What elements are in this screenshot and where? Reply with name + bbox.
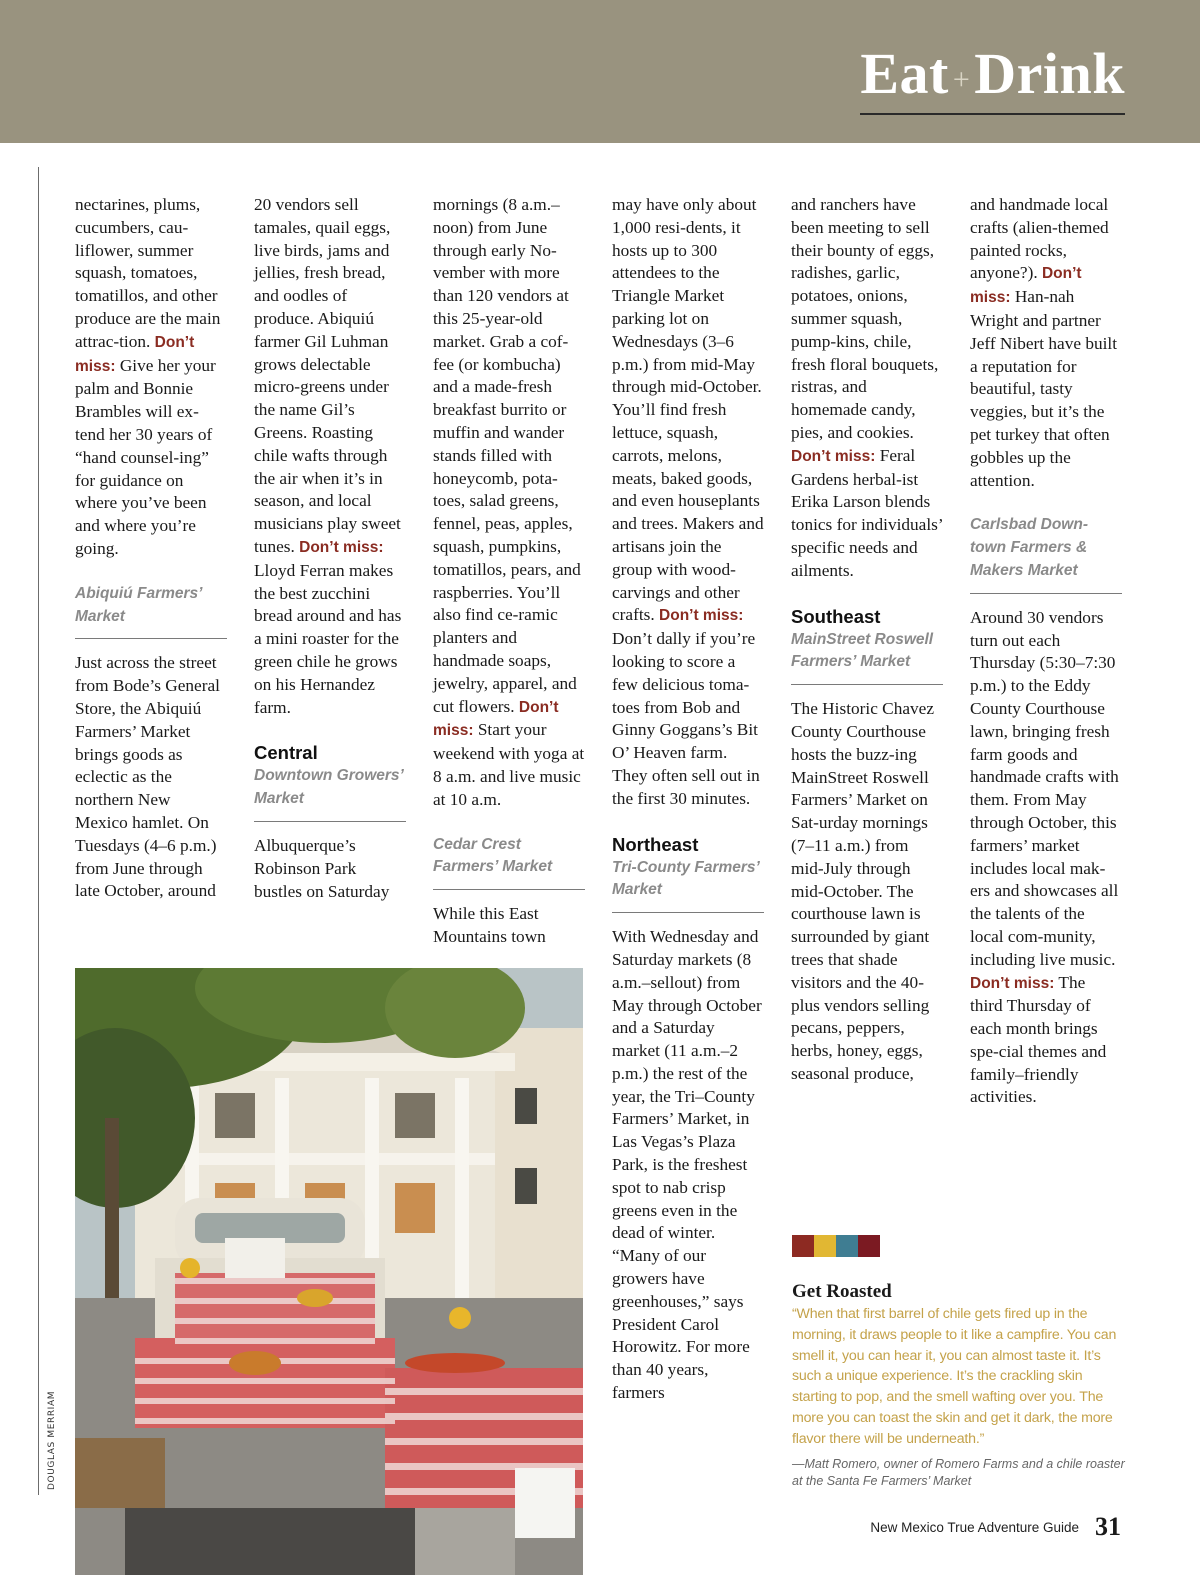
color-swatch-4 xyxy=(858,1235,880,1257)
region-heading-central: Central xyxy=(254,742,318,764)
article-column-6 xyxy=(970,194,1122,1109)
body-text: Han-nah Wright and partner Jeff Nibert have built a reputation for beautiful, tasty veggies, but it’s the pet turkey that often gobbles up the attention. xyxy=(970,287,1118,490)
market-name-carlsbad: Carlsbad Down-town Farmers & Makers Market xyxy=(970,514,1122,593)
article-column-4 xyxy=(612,194,764,1405)
sidebar-attribution: —Matt Romero, owner of Romero Farms and a chile roaster at the Santa Fe Farmers’ Market xyxy=(792,1457,1125,1488)
dont-miss-label: Don’t miss: xyxy=(75,333,195,375)
paragraph xyxy=(75,194,227,561)
article-column-1 xyxy=(75,194,227,903)
sidebar-title: Get Roasted xyxy=(792,1281,892,1302)
color-swatch-1 xyxy=(792,1235,814,1257)
color-swatch-3 xyxy=(836,1235,858,1257)
article-column-3 xyxy=(433,194,585,949)
body-text: and handmade local crafts (alien-themed painted rocks, anyone?). xyxy=(970,195,1109,283)
dont-miss-label: Don’t miss: xyxy=(791,447,876,465)
market-name-tri-county: Tri-County Farmers’ Market xyxy=(612,857,764,914)
page-number: 31 xyxy=(1095,1512,1121,1541)
section-title-plus: + xyxy=(952,62,971,96)
paragraph: The Historic Chavez County Courthouse hosts the buzz-ing MainStreet Roswell Farmers’ Market on Sat-urday mornings (7–11 a.m.) from mid-July through mid-October. The courthouse lawn is surrounded by giant trees that shade visitors and the 40-plus vendors selling pecans, peppers, herbs, honey, eggs, seasonal produce, xyxy=(791,699,935,1083)
section-title xyxy=(860,41,1125,115)
paragraph: Just across the street from Bode’s General Store, the Abiquiú Farmers’ Market brings goods as eclectic as the northern New Mexico hamlet. On Tuesdays (4–6 p.m.) from June through late October, around xyxy=(75,653,220,901)
body-text: 20 vendors sell tamales, quail eggs, live birds, jams and jellies, fresh bread, and oodles of produce. Abiquiú farmer Gil Luhman grows delectable micro-greens under the name Gil’s Greens. Roasting chile wafts through the air when it’s in season, and local musicians play sweet tunes. xyxy=(254,195,401,556)
body-text: and ranchers have been meeting to sell their bounty of eggs, radishes, garlic, potatoes, onions, summer squash, pump-kins, chile, fresh floral bouquets, ristras, and homemade candy, pies, and cookies. xyxy=(791,195,939,442)
photo-credit: DOUGLAS MERRIAM xyxy=(47,1390,57,1490)
paragraph xyxy=(612,194,764,811)
paragraph: Albuquerque’s Robinson Park bustles on Saturday xyxy=(254,835,390,901)
sidebar-quote: “When that first barrel of chile gets fired up in the morning, it draws people to it like a campfire. You can smell it, you can hear it, you can almost taste it. It’s such a unique experience. It’s the crackling skin starting to pop, and the smell wafting over you. The more you can toast the skin and get it dark, the more flavor there will be underneath.” xyxy=(792,1306,1117,1447)
body-text: nectarines, plums, cucumbers, cau-liflower, summer squash, tomatoes, tomatillos, and other produce are the main attrac-tion. xyxy=(75,195,221,351)
color-swatch-2 xyxy=(814,1235,836,1257)
market-name-cedar-crest: Cedar Crest Farmers’ Market xyxy=(433,834,585,891)
paragraph xyxy=(970,607,1122,1110)
body-text: Give her your palm and Bonnie Brambles will ex-tend her 30 years of “hand counsel-ing” for guidance on where you’ve been and where you’re going. xyxy=(75,355,216,558)
footer-guide-name: New Mexico True Adventure Guide xyxy=(870,1520,1079,1535)
dont-miss-label: Don’t miss: xyxy=(970,265,1082,307)
body-text: The third Thursday of each month brings spe-cial themes and family–friendly activities. xyxy=(970,972,1107,1107)
body-text: Start your weekend with yoga at 8 a.m. and live music at 10 a.m. xyxy=(433,720,585,809)
article-column-5 xyxy=(791,194,943,1086)
article-column-2 xyxy=(254,194,406,903)
section-title-drink: Drink xyxy=(974,41,1125,106)
dont-miss-label: Don’t miss: xyxy=(659,607,744,625)
color-bar-strip xyxy=(792,1235,880,1257)
market-name-downtown-growers: Downtown Growers’ Market xyxy=(254,765,406,822)
paragraph xyxy=(254,194,406,719)
paragraph xyxy=(970,194,1122,492)
body-text: Don’t dally if you’re looking to score a few delicious toma-toes from Bob and Ginny Goggans’s Bit O’ Heaven farm. They often sell out in the first 30 minutes. xyxy=(612,629,760,808)
body-text: may have only about 1,000 resi-dents, it hosts up to 300 attendees to the Triangle Market parking lot on Wednesdays (3–6 p.m.) from mid-May through mid-October. You’ll find fresh lettuce, squash, carrots, melons, meats, baked goods, and even houseplants and trees. Makers and artisans join the group with wood-carvings and other crafts. xyxy=(612,195,764,625)
paragraph: While this East Mountains town xyxy=(433,904,546,946)
body-text: Lloyd Ferran makes the best zucchini bread around and has a mini roaster for the green chile he grows on his Hernandez farm. xyxy=(254,560,402,717)
paragraph xyxy=(433,194,585,812)
paragraph: With Wednesday and Saturday markets (8 a.m.–sellout) from May through October and a Saturday market (11 a.m.–2 p.m.) the rest of the year, the Tri–County Farmers’ Market, in Las Vegas’s Plaza Park, is the freshest spot to nab crisp greens even in the dead of winter. “Many of our growers have greenhouses,” says President Carol Horowitz. For more than 40 years, farmers xyxy=(612,927,762,1403)
dont-miss-label: Don’t miss: xyxy=(299,538,384,556)
market-name-abiquiu: Abiquiú Farmers’ Market xyxy=(75,583,227,640)
market-name-mainstreet-roswell: MainStreet Roswell Farmers’ Market xyxy=(791,629,943,686)
paragraph xyxy=(791,194,943,583)
left-margin-rule xyxy=(38,167,39,1495)
body-text: mornings (8 a.m.–noon) from June through early No-vember with more than 120 vendors at this 25-year-old market. Grab a cof-fee (or kombucha) and a made-fresh breakfast burrito or muffin and wander stands filled with honeycomb, pota-toes, salad greens, fennel, peas, apples, squash, pumpkins, tomatillos, pears, and raspberries. You’ll also find ce-ramic planters and handmade soaps, jewelry, apparel, and cut flowers. xyxy=(433,195,581,716)
body-text: Around 30 vendors turn out each Thursday (5:30–7:30 p.m.) to the Eddy County Courthouse lawn, bringing fresh farm goods and handmade crafts with them. From May through October, this farmers’ market includes local mak-ers and showcases all the talents of the local com-munity, including live music. xyxy=(970,607,1119,969)
dont-miss-label: Don’t miss: xyxy=(433,698,559,740)
section-title-eat: Eat xyxy=(860,41,949,106)
region-heading-northeast: Northeast xyxy=(612,833,699,855)
dont-miss-label: Don’t miss: xyxy=(970,974,1055,992)
body-text: Feral Gardens herbal-ist Erika Larson blends tonics for individuals’ specific needs and ailments. xyxy=(791,445,943,580)
market-truck-photo xyxy=(75,968,583,1575)
section-header-band xyxy=(0,0,1200,143)
region-heading-southeast: Southeast xyxy=(791,605,881,627)
